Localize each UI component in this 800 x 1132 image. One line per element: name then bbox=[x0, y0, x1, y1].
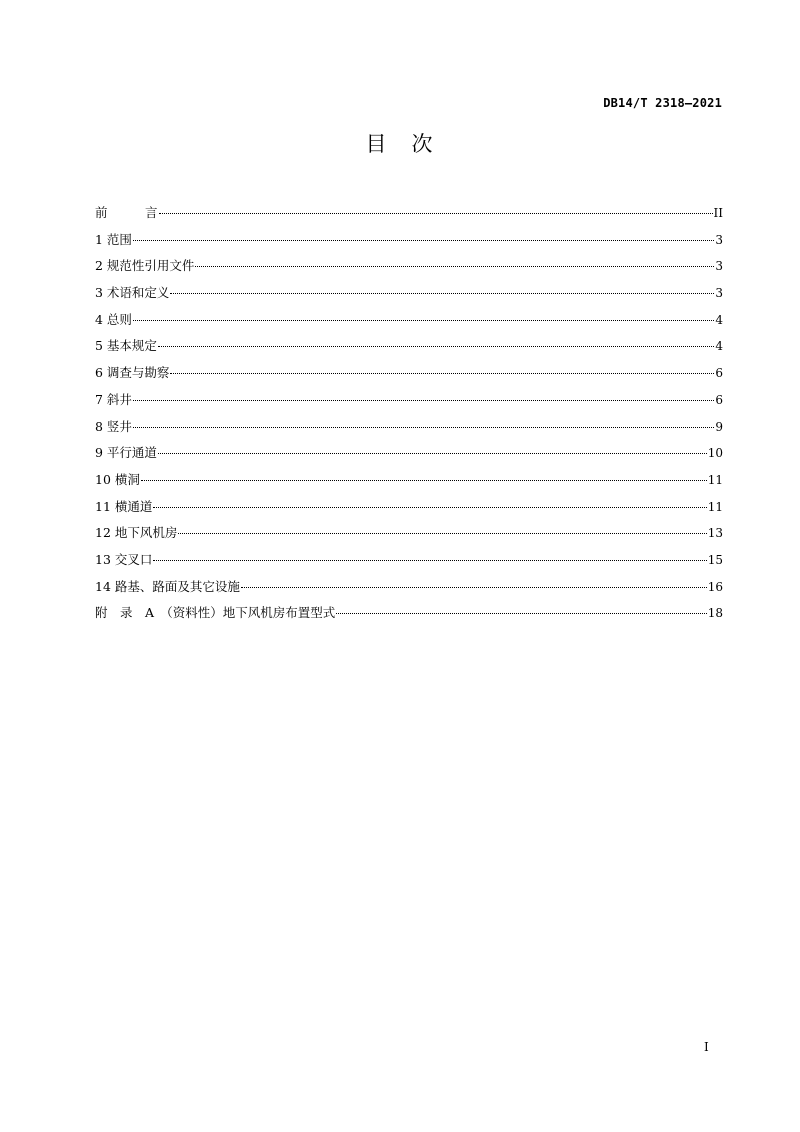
toc-entry-label: 4 总则 bbox=[95, 311, 132, 327]
toc-dot-leader bbox=[141, 480, 707, 481]
toc-entry-label: 1 范围 bbox=[95, 231, 132, 247]
toc-entry[interactable] bbox=[95, 360, 723, 387]
toc-entry-label: 9 平行通道 bbox=[95, 445, 157, 461]
toc-entry-page: 10 bbox=[707, 446, 723, 461]
toc-dot-leader bbox=[178, 533, 706, 534]
toc-dot-leader bbox=[133, 427, 714, 428]
toc-entry-label: 7 斜井 bbox=[95, 391, 132, 407]
toc-entry-label: 6 调查与勘察 bbox=[95, 365, 170, 381]
toc-entry-label: 12 地下风机房 bbox=[95, 525, 178, 541]
toc-entry-page: 16 bbox=[707, 579, 723, 594]
toc-entry[interactable] bbox=[95, 253, 723, 280]
toc-dot-leader bbox=[336, 613, 706, 614]
toc-entry-label: 8 竖井 bbox=[95, 418, 132, 434]
toc-entry-page: 13 bbox=[707, 526, 723, 541]
toc-entry-label: 11 横通道 bbox=[95, 498, 153, 514]
toc-title: 目 次 bbox=[365, 132, 435, 156]
toc-entry-label: 14 路基、路面及其它设施 bbox=[95, 578, 240, 594]
toc-entry-page: 11 bbox=[707, 472, 723, 487]
toc-entry-label: 13 交叉口 bbox=[95, 551, 153, 567]
toc-entry[interactable] bbox=[95, 387, 723, 414]
toc-entry-page: 3 bbox=[715, 286, 723, 301]
toc-entry[interactable] bbox=[95, 494, 723, 521]
toc-entry[interactable] bbox=[95, 547, 723, 574]
toc-entry-page: 4 bbox=[715, 312, 723, 327]
toc-entry[interactable] bbox=[95, 440, 723, 467]
toc-dot-leader bbox=[153, 507, 706, 508]
toc-entry[interactable] bbox=[95, 574, 723, 601]
toc-dot-leader bbox=[170, 293, 714, 294]
document-code: DB14/T 2318—2021 bbox=[603, 96, 722, 110]
toc-entry[interactable] bbox=[95, 600, 723, 627]
toc-entry-page: 4 bbox=[715, 339, 723, 354]
toc-entry[interactable] bbox=[95, 414, 723, 441]
toc-dot-leader bbox=[170, 373, 714, 374]
toc-entry-label: 3 术语和定义 bbox=[95, 285, 170, 301]
toc-entry-page: 3 bbox=[715, 232, 723, 247]
toc-entry-page: 9 bbox=[715, 419, 723, 434]
toc-entry[interactable] bbox=[95, 307, 723, 334]
toc-entry-label: 附 录 A （资料性）地下风机房布置型式 bbox=[95, 605, 336, 621]
toc-entry-label: 前 言 bbox=[95, 205, 158, 220]
toc-entry-page: 6 bbox=[715, 392, 723, 407]
toc-entry-label: 2 规范性引用文件 bbox=[95, 258, 195, 274]
toc-entry[interactable] bbox=[95, 467, 723, 494]
toc-dot-leader bbox=[133, 240, 714, 241]
toc-entry-label: 10 横洞 bbox=[95, 471, 140, 487]
toc-entry-page: 15 bbox=[707, 552, 723, 567]
toc-entry[interactable] bbox=[95, 200, 723, 227]
toc-entry[interactable] bbox=[95, 280, 723, 307]
toc-list bbox=[95, 200, 723, 627]
toc-dot-leader bbox=[133, 320, 714, 321]
toc-entry-label: 5 基本规定 bbox=[95, 338, 157, 354]
toc-entry-page: 11 bbox=[707, 499, 723, 514]
toc-dot-leader bbox=[159, 213, 713, 214]
toc-dot-leader bbox=[133, 400, 714, 401]
toc-dot-leader bbox=[158, 453, 707, 454]
toc-entry[interactable] bbox=[95, 520, 723, 547]
toc-dot-leader bbox=[195, 266, 714, 267]
toc-dot-leader bbox=[158, 346, 714, 347]
toc-entry[interactable] bbox=[95, 227, 723, 254]
toc-entry-page: II bbox=[713, 206, 723, 220]
toc-entry[interactable] bbox=[95, 333, 723, 360]
toc-entry-page: 6 bbox=[715, 366, 723, 381]
page-number: I bbox=[704, 1040, 709, 1054]
toc-dot-leader bbox=[241, 587, 707, 588]
toc-entry-page: 3 bbox=[715, 259, 723, 274]
toc-dot-leader bbox=[153, 560, 706, 561]
toc-entry-page: 18 bbox=[707, 606, 723, 621]
